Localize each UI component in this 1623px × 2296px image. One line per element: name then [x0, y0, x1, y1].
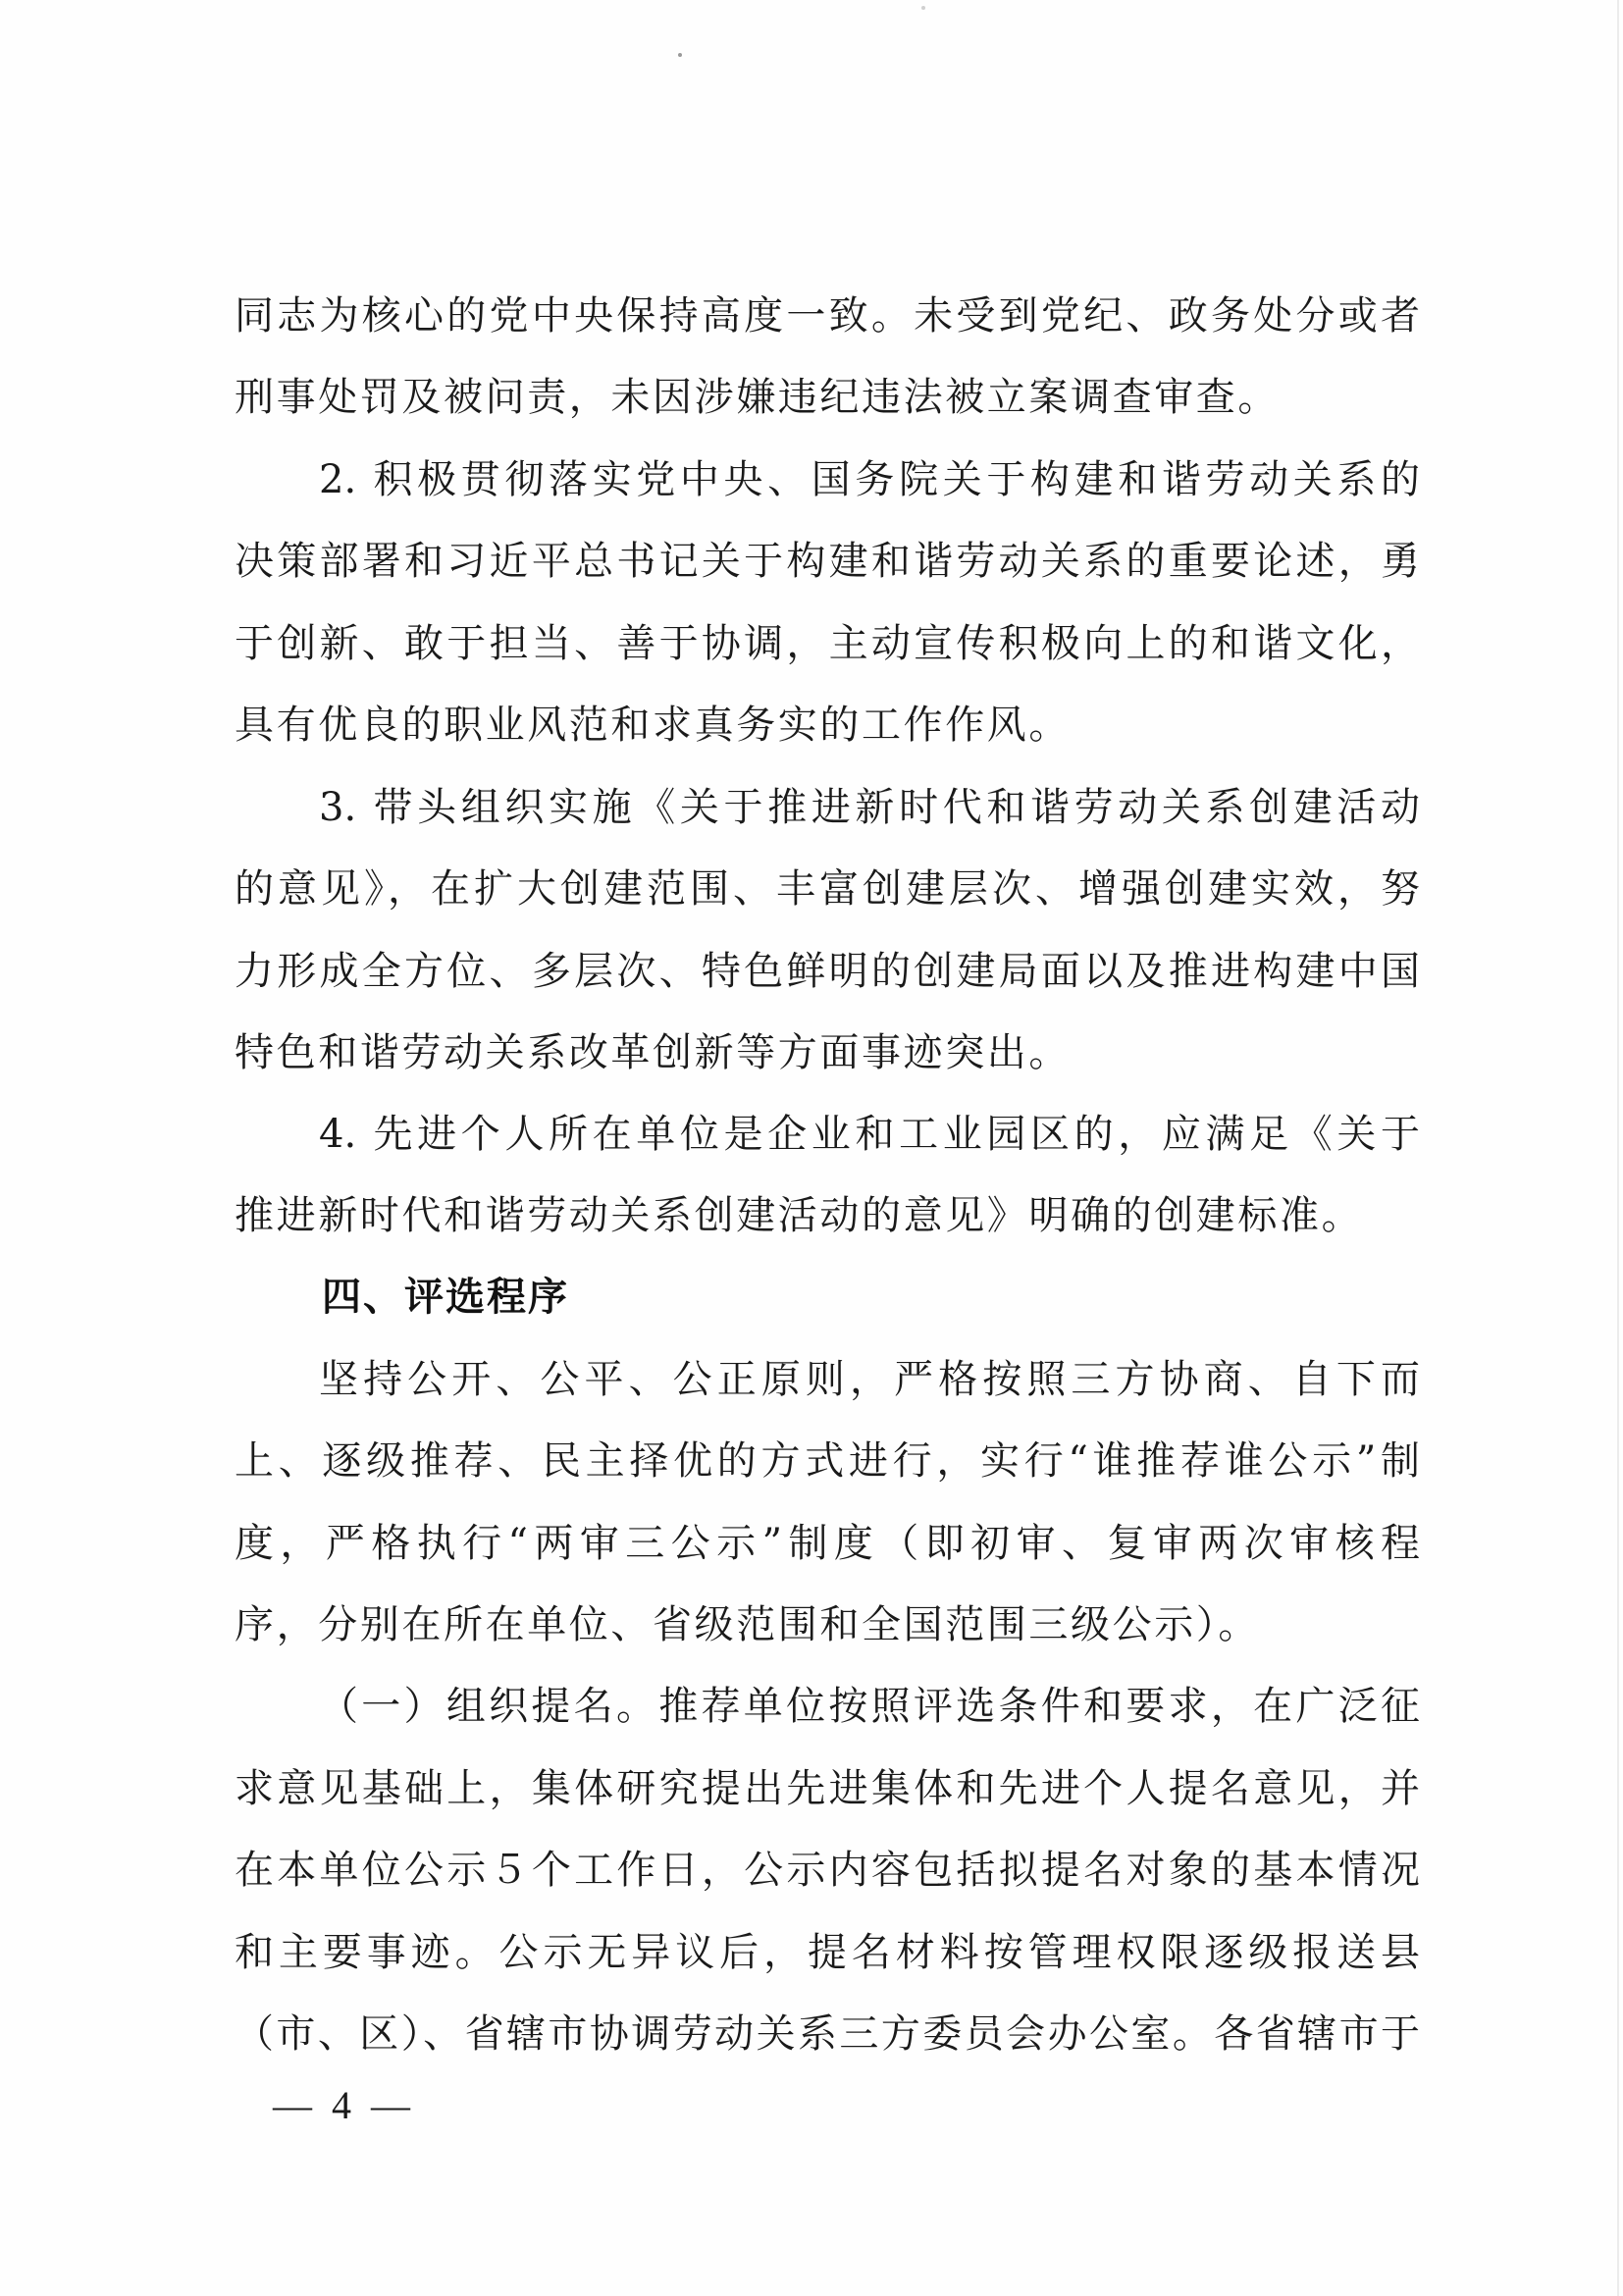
text-line: 的意见》，在扩大创建范围、丰富创建层次、增强创建实效，努: [235, 866, 1420, 912]
text-line: 刑事处罚及被问责，未因涉嫌违纪违法被立案调查审查。: [235, 375, 1280, 420]
text-line: 力形成全方位、多层次、特色鲜明的创建局面以及推进构建中国: [235, 949, 1420, 994]
text-line: 推进新时代和谐劳动关系创建活动的意见》明确的创建标准。: [235, 1193, 1364, 1238]
text-line: 坚持公开、公平、公正原则，严格按照三方协商、自下而: [319, 1357, 1420, 1402]
scan-edge-artifact: [1617, 0, 1619, 2296]
text-line: 于创新、敢于担当、善于协调，主动宣传积极向上的和谐文化，: [235, 621, 1420, 666]
list-item-3-line: 3. 带头组织实施《关于推进新时代和谐劳动关系创建活动: [319, 785, 1420, 830]
text-line: 序，分别在所在单位、省级范围和全国范围三级公示）。: [235, 1602, 1260, 1647]
subsection-line: （一）组织提名。推荐单位按照评选条件和要求，在广泛征: [319, 1684, 1420, 1729]
page-number: — 4 —: [273, 2083, 410, 2127]
text-line: 和主要事迹。公示无异议后，提名材料按管理权限逐级报送县: [235, 1930, 1420, 1975]
text-line: 决策部署和习近平总书记关于构建和谐劳动关系的重要论述，勇: [235, 539, 1420, 584]
text-line: 具有优良的职业风范和求真务实的工作作风。: [235, 703, 1071, 748]
list-item-2-line: 2. 积极贯彻落实党中央、国务院关于构建和谐劳动关系的: [319, 457, 1420, 502]
text-line: 同志为核心的党中央保持高度一致。未受到党纪、政务处分或者: [235, 293, 1420, 339]
scan-speck: [921, 6, 925, 10]
text-line: 求意见基础上，集体研究提出先进集体和先进个人提名意见，并: [235, 1766, 1420, 1811]
text-line: 特色和谐劳动关系改革创新等方面事迹突出。: [235, 1030, 1071, 1075]
text-line: 度，严格执行“两审三公示”制度（即初审、复审两次审核程: [235, 1521, 1420, 1566]
section-heading: 四、评选程序: [322, 1275, 569, 1320]
text-line: 在本单位公示５个工作日，公示内容包括拟提名对象的基本情况: [235, 1848, 1420, 1893]
list-item-4-line: 4. 先进个人所在单位是企业和工业园区的，应满足《关于: [319, 1112, 1420, 1157]
text-line: （市、区）、省辖市协调劳动关系三方委员会办公室。各省辖市于: [235, 2011, 1420, 2057]
text-line: 上、逐级推荐、民主择优的方式进行，实行“谁推荐谁公示”制: [235, 1438, 1420, 1484]
scan-speck: [678, 53, 682, 57]
